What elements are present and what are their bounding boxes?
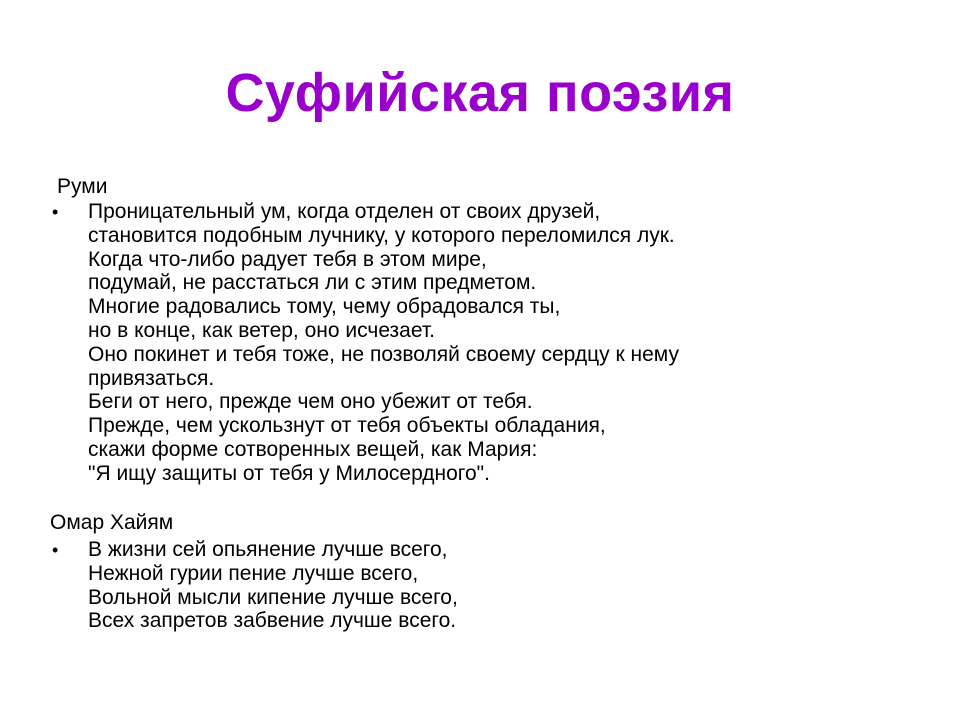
- poem-line: Беги от него, прежде чем оно убежит от тебя.: [88, 390, 533, 414]
- poem-line: Оно покинет и тебя тоже, не позволяй своему сердцу к нему: [88, 342, 679, 366]
- poem-line: Всех запретов забвение лучше всего.: [88, 609, 457, 633]
- poem-line: подумай, не расстаться ли с этим предметом.: [88, 271, 537, 295]
- poem-line: Когда что-либо радует тебя в этом мире,: [88, 247, 487, 271]
- slide-title: Суфийская поэзия: [225, 63, 735, 123]
- poem-line: Прежде, чем ускользнут от тебя объекты обладания,: [88, 414, 606, 438]
- poem-lines: [88, 538, 808, 633]
- bullet-icon: •: [52, 202, 59, 222]
- poem-line: "Я ищу защиты от тебя у Милосердного".: [88, 461, 490, 485]
- poem-line: Многие радовались тому, чему обрадовался ты,: [88, 295, 561, 319]
- poem-line: привязаться.: [88, 366, 215, 390]
- poem-line: Нежной гурии пение лучше всего,: [88, 561, 419, 585]
- poem-line: становится подобным лучнику, у которого переломился лук.: [88, 223, 675, 247]
- poem-line: скажи форме сотворенных вещей, как Мария:: [88, 437, 538, 461]
- poem-line: Вольной мысли кипение лучше всего,: [88, 585, 458, 609]
- author-omar-khayyam: Омар Хайям: [50, 511, 174, 534]
- poem-line: В жизни сей опьянение лучше всего,: [88, 538, 448, 561]
- author-rumi: Руми: [57, 175, 108, 198]
- poem-line: но в конце, как ветер, оно исчезает.: [88, 318, 435, 342]
- bullet-icon: •: [52, 540, 59, 560]
- poem-lines: [88, 200, 808, 486]
- poem-line: Проницательный ум, когда отделен от своих друзей,: [88, 200, 601, 223]
